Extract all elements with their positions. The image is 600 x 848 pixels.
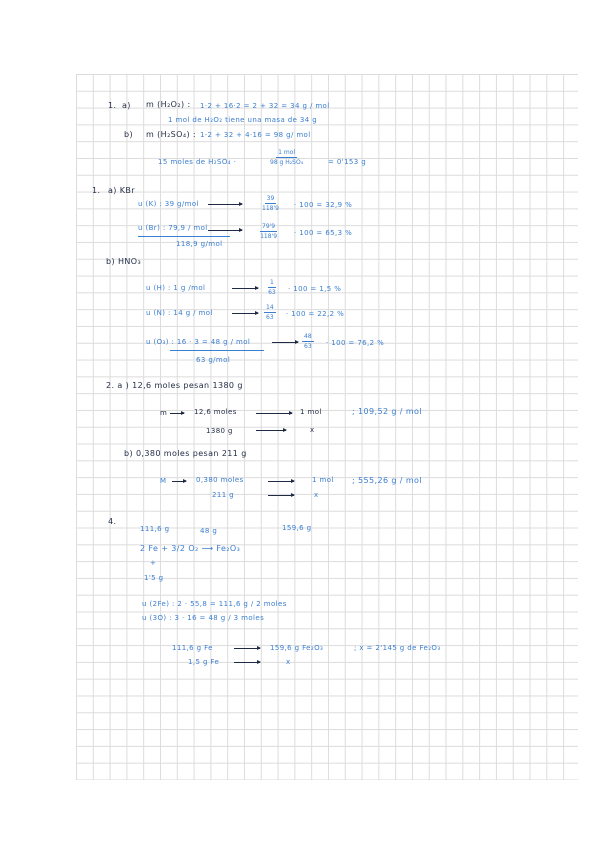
p4-row1-mid: 159,6 g Fe₂O₃ (270, 644, 324, 652)
arrow-icon (208, 230, 242, 231)
fe-given-mass: 1'5 g (144, 574, 164, 582)
arrow-icon (172, 481, 186, 482)
p3b-row1-mid: 0,380 moles (196, 476, 244, 484)
h2so4-calc-prefix: 15 moles de H₂SO₄ · (158, 158, 237, 166)
h2so4-calc-result: = 0'153 g (328, 158, 367, 166)
h2o2-formula: m (H₂O₂) : (146, 100, 191, 109)
arrow-icon (272, 342, 298, 343)
fraction-denominator: 118'9 (260, 233, 278, 240)
problem-4-number: 4. (108, 517, 117, 526)
fraction-denominator: 63 (304, 343, 312, 350)
fraction-denominator: 118'9 (262, 205, 279, 212)
n-percentage: · 100 = 22,2 % (286, 310, 345, 318)
plus-sign: + (150, 559, 157, 567)
arrow-icon (232, 288, 258, 289)
h2so4-fraction (270, 149, 303, 166)
h2so4-formula: m (H₂SO₄) : (146, 130, 197, 139)
problem-2a-title: 2. a ) 12,6 moles pesan 1380 g (106, 381, 243, 390)
p4-row2-left: 1,5 g Fe (188, 658, 220, 666)
fraction-numerator: 14 (266, 304, 274, 311)
problem-1a-label: a) (122, 101, 131, 110)
fraction-numerator: 48 (304, 333, 312, 340)
arrow-icon (268, 481, 294, 482)
arrow-icon (208, 204, 242, 205)
p3a-row1-mid: 12,6 moles (194, 408, 237, 416)
o-molar-mass: u (O₃) : 16 · 3 = 48 g / mol (146, 338, 251, 346)
problem-2b-title: b) 0,380 moles pesan 211 g (124, 449, 247, 458)
hno3-title: b) HNO₃ (106, 257, 142, 266)
k-molar-mass: u (K) : 39 g/mol (138, 200, 199, 208)
fe-molar-calc: u (2Fe) : 2 · 55,8 = 111,6 g / 2 moles (142, 600, 287, 608)
o-molar-calc: u (3O) : 3 · 16 = 48 g / 3 moles (142, 614, 265, 622)
fraction-numerator: 1 mol (278, 149, 296, 156)
hno3-total-mass: 63 g/mol (196, 356, 231, 364)
k-fraction (262, 195, 279, 212)
fraction-denominator: 63 (266, 314, 274, 321)
p3b-row1-right: 1 mol (312, 476, 334, 484)
sum-line (170, 350, 264, 351)
o-fraction (302, 333, 314, 350)
arrow-icon (256, 430, 286, 431)
arrow-icon (232, 313, 258, 314)
grid-paper-sheet (76, 74, 578, 780)
p3b-row2-mid: 211 g (212, 491, 235, 499)
fraction-numerator: 39 (266, 195, 275, 202)
n-fraction (264, 304, 276, 321)
arrow-icon (256, 413, 292, 414)
fraction-numerator: 79'9 (262, 223, 276, 230)
p4-result: ; x = 2'145 g de Fe₂O₃ (354, 644, 441, 652)
arrow-icon (268, 495, 294, 496)
p4-row1-left: 111,6 g Fe (172, 644, 213, 652)
sum-line (138, 236, 230, 237)
p3b-row2-right: x (314, 491, 319, 499)
h2o2-statement: 1 mol de H₂O₂ tiene una masa de 34 g (168, 116, 318, 124)
h-molar-mass: u (H) : 1 g /mol (146, 284, 206, 292)
br-fraction (260, 223, 277, 240)
kbr-title: a) KBr (108, 186, 135, 195)
p3a-row2-right: x (310, 426, 315, 434)
p3a-row1-right: 1 mol (300, 408, 322, 416)
o-percentage: · 100 = 76,2 % (326, 339, 385, 347)
fraction-denominator: 63 (268, 289, 276, 296)
fe2o3-mass-top: 159,6 g (282, 524, 312, 532)
arrow-icon (234, 648, 260, 649)
p3a-row1-left: m (160, 409, 168, 417)
fraction-numerator: 1 (270, 279, 274, 286)
p3b-row1-left: M (160, 477, 167, 485)
h-fraction (268, 279, 276, 296)
problem-2-number: 1. (92, 186, 101, 195)
h2o2-mass-calc: 1·2 + 16·2 = 2 + 32 = 34 g / mol (200, 102, 330, 110)
arrow-icon (170, 413, 184, 414)
problem-1-number: 1. (108, 101, 117, 110)
problem-1b-label: b) (124, 130, 133, 139)
h-percentage: · 100 = 1,5 % (288, 285, 342, 293)
k-percentage: · 100 = 32,9 % (294, 201, 353, 209)
p3a-row2-mid: 1380 g (206, 427, 233, 435)
arrow-icon (234, 662, 260, 663)
p3a-result: ; 109,52 g / mol (352, 407, 422, 416)
br-molar-mass: u (Br) : 79,9 / mol (138, 224, 208, 232)
kbr-total-mass: 118,9 g/mol (176, 240, 223, 248)
h2so4-mass-calc: 1·2 + 32 + 4·16 = 98 g/ mol (200, 131, 311, 139)
fraction-denominator: 98 g H₂SO₄ (270, 159, 304, 166)
reaction-equation: 2 Fe + 3/2 O₂ ⟶ Fe₂O₃ (140, 544, 241, 553)
fe-mass-top: 111,6 g (140, 525, 170, 533)
o2-mass-top: 48 g (200, 527, 218, 535)
p3b-result: ; 555,26 g / mol (352, 476, 422, 485)
n-molar-mass: u (N) : 14 g / mol (146, 309, 213, 317)
br-percentage: · 100 = 65,3 % (294, 229, 353, 237)
p4-row2-mid: x (286, 658, 291, 666)
